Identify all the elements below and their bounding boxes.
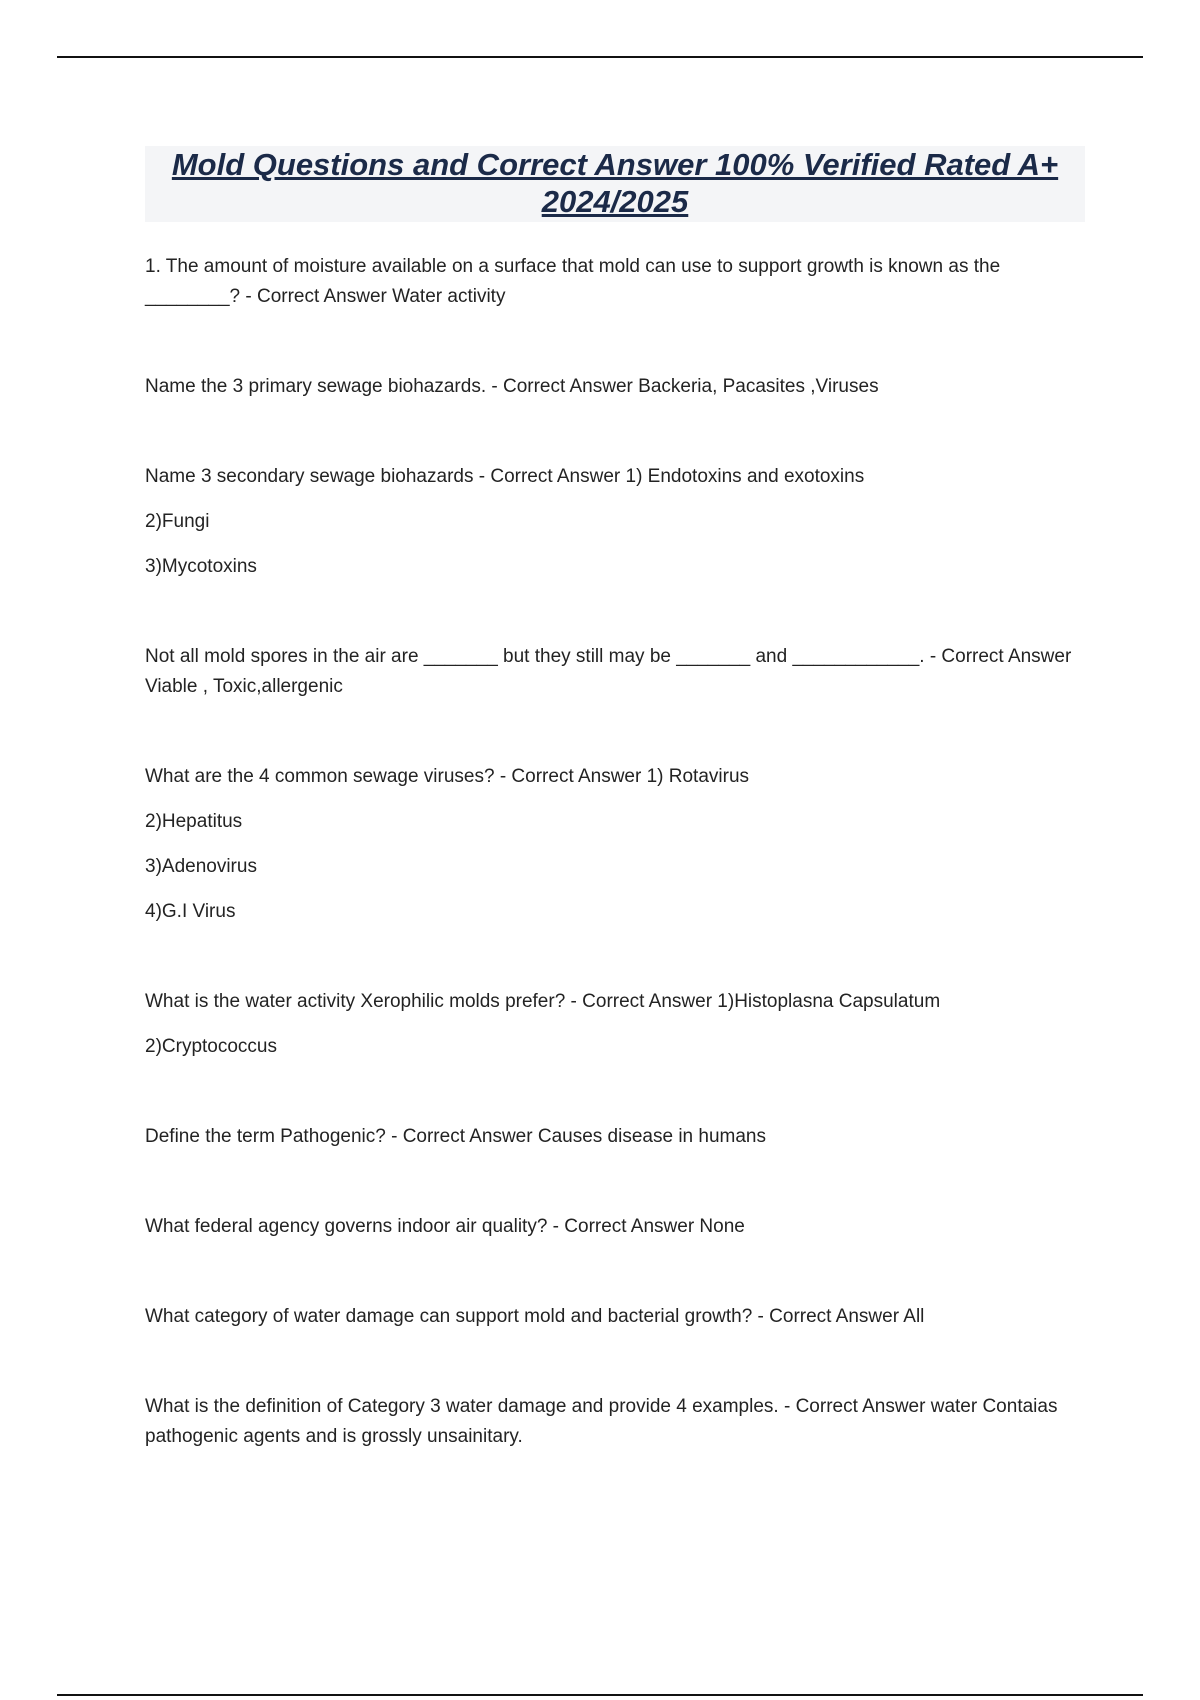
qa-answer-line: 3)Adenovirus (145, 856, 257, 877)
title-banner (145, 146, 1085, 222)
qa-item (145, 462, 1085, 582)
qa-question: 1. The amount of moisture available on a surface that mold can use to support growth is known as the ________? - Correct Answer Water activity (145, 256, 1001, 307)
document-page (145, 146, 1085, 1512)
qa-item (145, 372, 1085, 402)
qa-item (145, 762, 1085, 927)
qa-item (145, 987, 1085, 1062)
qa-answer-line: 2)Hepatitus (145, 811, 243, 832)
qa-question: What federal agency governs indoor air quality? - Correct Answer None (145, 1216, 745, 1237)
qa-question: What are the 4 common sewage viruses? - Correct Answer 1) Rotavirus (145, 766, 750, 787)
qa-item (145, 1122, 1085, 1152)
qa-question: Define the term Pathogenic? - Correct Answer Causes disease in humans (145, 1126, 766, 1147)
qa-question: What category of water damage can support mold and bacterial growth? - Correct Answer All (145, 1306, 925, 1327)
qa-answer-line: 3)Mycotoxins (145, 556, 257, 577)
qa-item (145, 642, 1085, 702)
qa-question: What is the water activity Xerophilic molds prefer? - Correct Answer 1)Histoplasna Capsulatum (145, 991, 941, 1012)
top-rule (57, 56, 1143, 58)
qa-question: What is the definition of Category 3 water damage and provide 4 examples. - Correct Answer water Contaias pathogenic agents and is grossly unsainitary. (145, 1396, 1058, 1447)
qa-question: Name 3 secondary sewage biohazards - Correct Answer 1) Endotoxins and exotoxins (145, 466, 865, 487)
qa-item (145, 1212, 1085, 1242)
qa-item (145, 1392, 1085, 1452)
qa-question: Not all mold spores in the air are _______ but they still may be _______ and ____________. - Correct Answer Viable , Toxic,allergenic (145, 646, 1072, 697)
qa-item (145, 252, 1085, 312)
bottom-rule (57, 1694, 1143, 1696)
qa-item (145, 1302, 1085, 1332)
qa-question: Name the 3 primary sewage biohazards. - Correct Answer Backeria, Pacasites ,Viruses (145, 376, 879, 397)
document-title: Mold Questions and Correct Answer 100% Verified Rated A+ 2024/2025 (171, 147, 1059, 219)
qa-answer-line: 4)G.I Virus (145, 901, 236, 922)
qa-answer-line: 2)Cryptococcus (145, 1036, 277, 1057)
qa-answer-line: 2)Fungi (145, 511, 210, 532)
